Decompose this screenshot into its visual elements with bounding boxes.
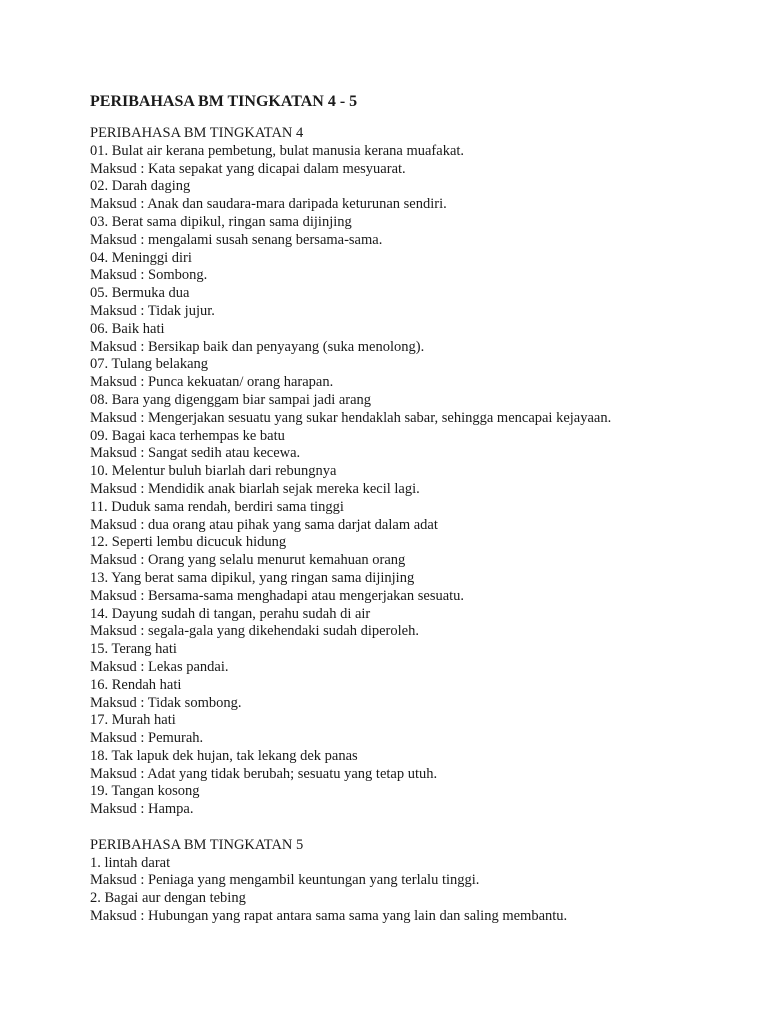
- meaning-line: Maksud : Mengerjakan sesuatu yang sukar hendaklah sabar, sehingga mencapai kejayaan.: [90, 409, 612, 426]
- meaning-line: Maksud : Hampa.: [90, 801, 194, 818]
- proverb-line: 08. Bara yang digenggam biar sampai jadi arang: [90, 391, 372, 408]
- section-lines: [90, 143, 750, 819]
- document-page: [90, 90, 750, 926]
- meaning-line: Maksud : Tidak sombong.: [90, 694, 242, 711]
- proverb-line: 13. Yang berat sama dipikul, yang ringan sama dijinjing: [90, 569, 415, 586]
- meaning-line: Maksud : Sangat sedih atau kecewa.: [90, 445, 301, 462]
- meaning-line: Maksud : Hubungan yang rapat antara sama sama yang lain dan saling membantu.: [90, 908, 568, 925]
- meaning-line: Maksud : Pemurah.: [90, 730, 204, 747]
- proverb-line: 10. Melentur buluh biarlah dari rebungnya: [90, 463, 337, 480]
- meaning-line: Maksud : Orang yang selalu menurut kemahuan orang: [90, 552, 406, 569]
- meaning-line: Maksud : Tidak jujur.: [90, 302, 215, 319]
- proverb-line: 18. Tak lapuk dek hujan, tak lekang dek panas: [90, 747, 358, 764]
- meaning-line: Maksud : Bersama-sama menghadapi atau mengerjakan sesuatu.: [90, 587, 465, 604]
- proverb-line: 15. Terang hati: [90, 641, 177, 658]
- proverb-line: 01. Bulat air kerana pembetung, bulat manusia kerana muafakat.: [90, 142, 465, 159]
- proverb-line: 07. Tulang belakang: [90, 356, 209, 373]
- proverb-line: 06. Baik hati: [90, 320, 165, 337]
- meaning-line: Maksud : Sombong.: [90, 267, 208, 284]
- proverb-line: 12. Seperti lembu dicucuk hidung: [90, 534, 287, 551]
- meaning-line: Maksud : segala-gala yang dikehendaki sudah diperoleh.: [90, 623, 419, 640]
- proverb-line: 03. Berat sama dipikul, ringan sama dijinjing: [90, 213, 352, 230]
- proverb-line: 2. Bagai aur dengan tebing: [90, 890, 246, 907]
- proverb-line: 17. Murah hati: [90, 712, 176, 729]
- proverb-line: 19. Tangan kosong: [90, 783, 200, 800]
- proverb-line: 04. Meninggi diri: [90, 249, 192, 266]
- meaning-line: Maksud : Bersikap baik dan penyayang (suka menolong).: [90, 338, 425, 355]
- section-tingkatan-5: [90, 837, 750, 926]
- meaning-line: Maksud : Kata sepakat yang dicapai dalam mesyuarat.: [90, 160, 406, 177]
- proverb-line: 16. Rendah hati: [90, 676, 182, 693]
- meaning-line: Maksud : Punca kekuatan/ orang harapan.: [90, 374, 334, 391]
- proverb-line: 11. Duduk sama rendah, berdiri sama tinggi: [90, 498, 344, 515]
- meaning-line: Maksud : mengalami susah senang bersama-sama.: [90, 231, 383, 248]
- section-tingkatan-4: [90, 125, 750, 819]
- meaning-line: Maksud : Anak dan saudara-mara daripada keturunan sendiri.: [90, 196, 447, 213]
- section-heading: PERIBAHASA BM TINGKATAN 5: [90, 836, 304, 853]
- proverb-line: 1. lintah darat: [90, 854, 171, 871]
- proverb-line: 02. Darah daging: [90, 178, 191, 195]
- meaning-line: Maksud : Lekas pandai.: [90, 658, 229, 675]
- document-title: PERIBAHASA BM TINGKATAN 4 - 5: [90, 93, 358, 110]
- section-heading: PERIBAHASA BM TINGKATAN 4: [90, 125, 304, 141]
- proverb-line: 09. Bagai kaca terhempas ke batu: [90, 427, 285, 444]
- meaning-line: Maksud : Peniaga yang mengambil keuntungan yang terlalu tinggi.: [90, 872, 480, 889]
- meaning-line: Maksud : Mendidik anak biarlah sejak mereka kecil lagi.: [90, 480, 420, 497]
- section-lines: [90, 855, 750, 926]
- proverb-line: 05. Bermuka dua: [90, 285, 190, 302]
- meaning-line: Maksud : dua orang atau pihak yang sama darjat dalam adat: [90, 516, 438, 533]
- meaning-line: Maksud : Adat yang tidak berubah; sesuatu yang tetap utuh.: [90, 765, 438, 782]
- proverb-line: 14. Dayung sudah di tangan, perahu sudah di air: [90, 605, 371, 622]
